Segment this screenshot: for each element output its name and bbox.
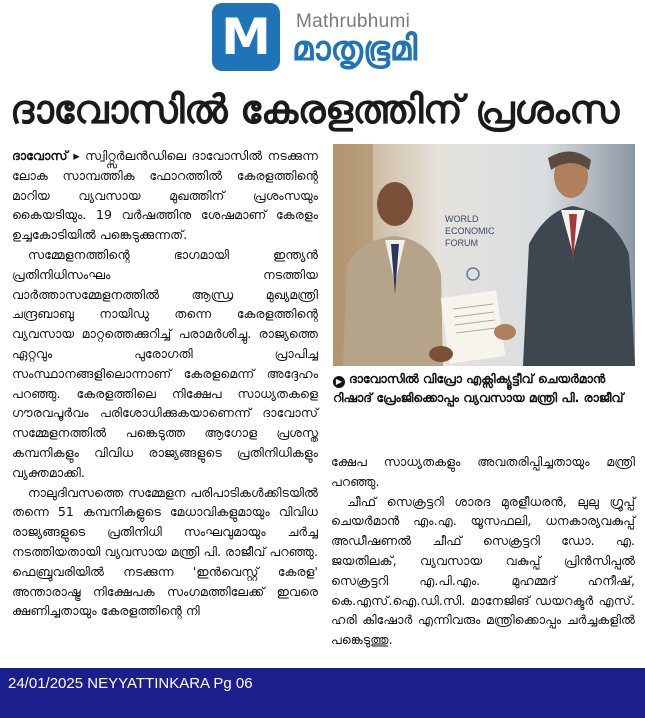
dateline: ദാവോസ് ▸ [12,148,80,163]
article-right-column [331,452,635,650]
wef-text-1: WORLD [445,214,479,224]
brand-name-english: Mathrubhumi [296,11,411,32]
photo-illustration [333,144,635,366]
article-paragraph-3: നാലുദിവസത്തെ സമ്മേളന പരിപാടികൾക്കിടയിൽ തന്നെ 51 കമ്പനികളുടെ മേധാവികളുമായും വിവിധ രാജ്യങ്ങളുടെ പ്രതിനിധി സംഘവുമായും ചർച്ച നടത്തിയതായി വ്യവസായ മന്ത്രി പി. രാജീവ് പറഞ്ഞു. ഫെബ്രുവരിയിൽ നടക്കുന്ന 'ഇൻവെസ്റ്റ് കേരള' അന്താരാഷ്ട്ര നിക്ഷേപക സംഗമത്തിലേക്ക് ഇവരെ ക്ഷണിച്ചതായും കേരളത്തിന്റെ നി [12,484,318,619]
headline: ദാവോസിൽ കേരളത്തിന് പ്രശംസ [10,88,619,133]
article-photo [333,144,635,366]
article-paragraph-1 [12,146,318,245]
mathrubhumi-logo-icon [212,3,280,71]
wef-text-2: ECONOMIC [445,226,495,236]
masthead [212,3,492,75]
caption-bullet-icon: ▶ [333,376,345,388]
right-paragraph-1: ക്ഷേപ സാധ്യതകളും അവതരിപ്പിച്ചതായും മന്ത്രി പറഞ്ഞു. [331,454,635,489]
wef-text-3: FORUM [445,238,478,248]
article-left-column [12,146,318,621]
photo-caption [333,370,635,407]
edition-footer [0,668,645,718]
brand-name-malayalam: മാതൃഭൂമി [292,29,418,69]
paragraph-1-text: സ്വിറ്റ്സർലൻഡിലെ ദാവോസിൽ നടക്കുന്ന ലോക സാമ്പത്തിക ഫോറത്തിൽ കേരളത്തിന്റെ മാറിയ വ്യവസായ മുഖത്തിന് പ്രശംസയും കൈയടിയും. 19 വർഷത്തിനു ശേഷമാണ് കേരളം ഉച്ചകോടിയിൽ പങ്കെടുക്കുന്നത്. [12,148,318,243]
logo-letter: M [221,8,271,66]
caption-text: ദാവോസിൽ വിപ്രോ എക്സിക്യൂട്ടീവ് ചെയർമാൻ റിഷാദ് പ്രേംജിക്കൊപ്പം വ്യവസായ മന്ത്രി പി. രാജീവ് [333,371,624,405]
edition-info: 24/01/2025 NEYYATTINKARA Pg 06 [8,675,253,692]
right-paragraph-2: ചീഫ് സെക്രട്ടറി ശാരദ മുരളീധരൻ, ലുലു ഗ്രൂപ്പ് ചെയർമാൻ എം.എ. യൂസഫലി, ധനകാര്യവകുപ്പ് അഡീഷണൽ ചീഫ് സെക്രട്ടറി ഡോ. എ. ജയതിലക്, വ്യവസായ വകുപ്പ് പ്രിൻസിപ്പൽ സെക്രട്ടറി എ.പി.എം. മുഹമ്മദ് ഹനീഷ്, കെ.എസ്.ഐ.ഡി.സി. മാനേജിങ് ഡയറക്ടർ എസ്. ഹരി കിഷോർ എന്നിവരും മന്ത്രിക്കൊപ്പം ചർച്ചകളിൽ പങ്കെടുത്തു. [331,493,635,648]
article-paragraph-2: സമ്മേളനത്തിന്റെ ഭാഗമായി ഇന്ത്യൻ പ്രതിനിധിസംഘം നടത്തിയ വാർത്താസമ്മേളനത്തിൽ ആന്ധ്ര മുഖ്യമന്ത്രി ചന്ദ്രബാബു നായിഡു തന്നെ കേരളത്തിന്റെ വ്യവസായ മാറ്റത്തെക്കുറിച്ച് പരാമർശിച്ചു. രാജ്യത്തെ ഏറ്റവും പുരോഗതി പ്രാപിച്ച സംസ്ഥാനങ്ങളിലൊന്നാണ് കേരളമെന്ന് അദ്ദേഹം പറഞ്ഞു. കേരളത്തിലെ നിക്ഷേപ സാധ്യതകളെ ഗൗരവപൂർവം പരിശോധിക്കുകയാണെന്ന് ദാവോസ് സമ്മേളനത്തിൽ പങ്കെടുത്ത ആഗോള പ്രശസ്ത കമ്പനികളും വിവിധ രാജ്യങ്ങളുടെ പ്രതിനിധികളും വ്യക്തമാക്കി. [12,246,318,480]
